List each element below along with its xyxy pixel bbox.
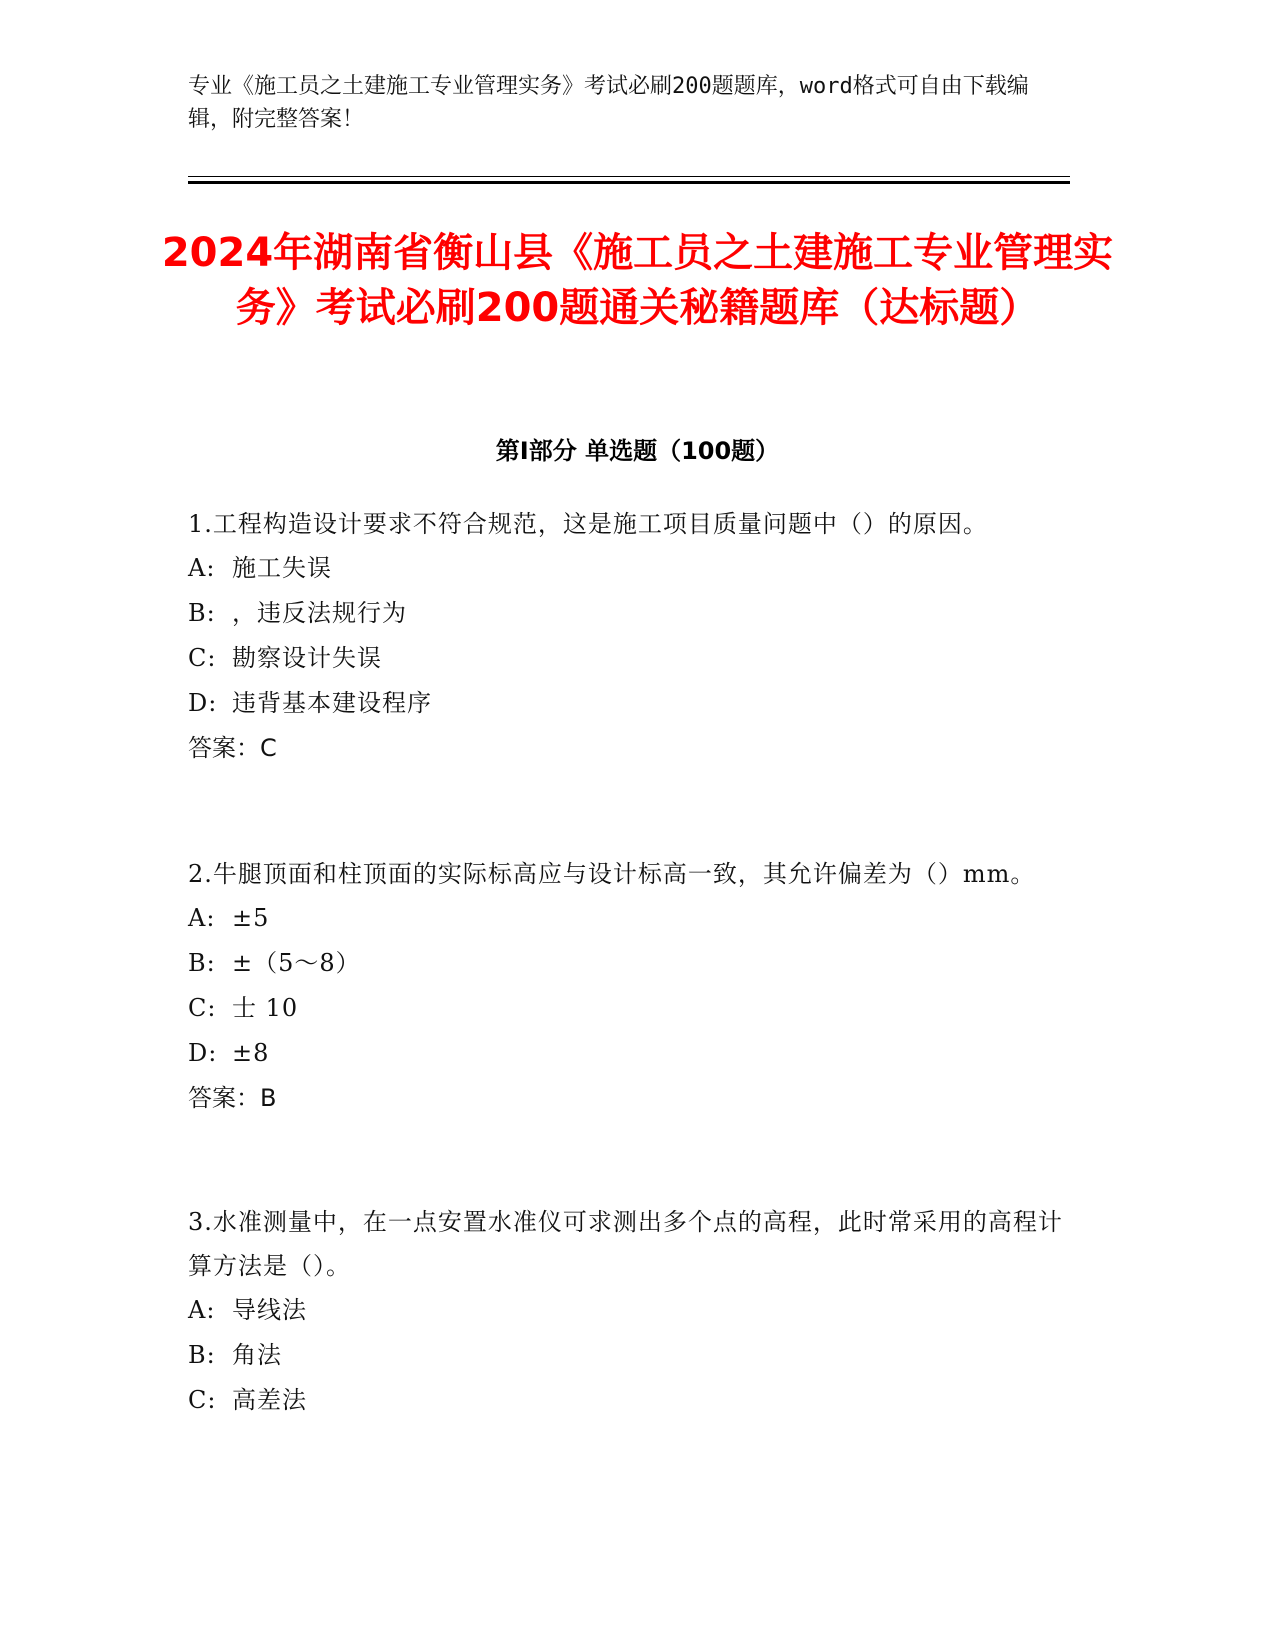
question-stem: 2.牛腿顶面和柱顶面的实际标高应与设计标高一致，其允许偏差为（）mm。 — [188, 860, 1036, 888]
option-c — [188, 636, 1068, 681]
header-note: 专业《施工员之土建施工专业管理实务》考试必刷200题题库，word格式可自由下载编辑，附完整答案！ — [188, 74, 1029, 132]
header-divider-thin — [188, 176, 1070, 177]
option-text: ±8 — [232, 1039, 270, 1067]
option-text: ，违反法规行为 — [232, 599, 407, 627]
option-letter: B: — [188, 599, 216, 627]
option-letter: B: — [188, 949, 216, 977]
option-text: 施工失误 — [232, 554, 332, 582]
option-text: ±5 — [232, 904, 270, 932]
option-letter: D: — [188, 689, 218, 717]
option-text: 士 10 — [232, 994, 299, 1022]
option-letter: C: — [188, 644, 217, 672]
option-a — [188, 896, 1068, 941]
option-letter: A: — [188, 904, 216, 932]
option-letter: A: — [188, 554, 216, 582]
option-a — [188, 546, 1068, 591]
question-1 — [188, 502, 1068, 771]
option-text: 高差法 — [232, 1386, 307, 1414]
option-letter: C: — [188, 994, 217, 1022]
document-title: 2024年湖南省衡山县《施工员之土建施工专业管理实务》考试必刷200题通关秘籍题库（达标题） — [161, 230, 1114, 331]
option-c — [188, 986, 1068, 1031]
question-stem: 3.水准测量中，在一点安置水准仪可求测出多个点的高程，此时常采用的高程计算方法是（）。 — [188, 1208, 1063, 1280]
answer: 答案：C — [188, 734, 277, 762]
option-a — [188, 1288, 1068, 1333]
section-heading: 第I部分 单选题（100题） — [495, 437, 780, 465]
question-3 — [188, 1200, 1068, 1423]
option-letter: D: — [188, 1039, 218, 1067]
header-divider-thick — [188, 181, 1070, 184]
option-d — [188, 1031, 1068, 1076]
option-d — [188, 681, 1068, 726]
option-text: 违背基本建设程序 — [232, 689, 432, 717]
question-stem: 1.工程构造设计要求不符合规范，这是施工项目质量问题中（）的原因。 — [188, 510, 988, 538]
option-b — [188, 591, 1068, 636]
option-letter: B: — [188, 1341, 216, 1369]
option-c — [188, 1378, 1068, 1423]
option-text: 导线法 — [232, 1296, 307, 1324]
option-text: ±（5～8） — [232, 949, 361, 977]
option-b — [188, 1333, 1068, 1378]
option-letter: C: — [188, 1386, 217, 1414]
option-text: 勘察设计失误 — [232, 644, 382, 672]
option-text: 角法 — [232, 1341, 282, 1369]
question-2 — [188, 852, 1068, 1121]
option-b — [188, 941, 1068, 986]
answer: 答案：B — [188, 1084, 277, 1112]
option-letter: A: — [188, 1296, 216, 1324]
